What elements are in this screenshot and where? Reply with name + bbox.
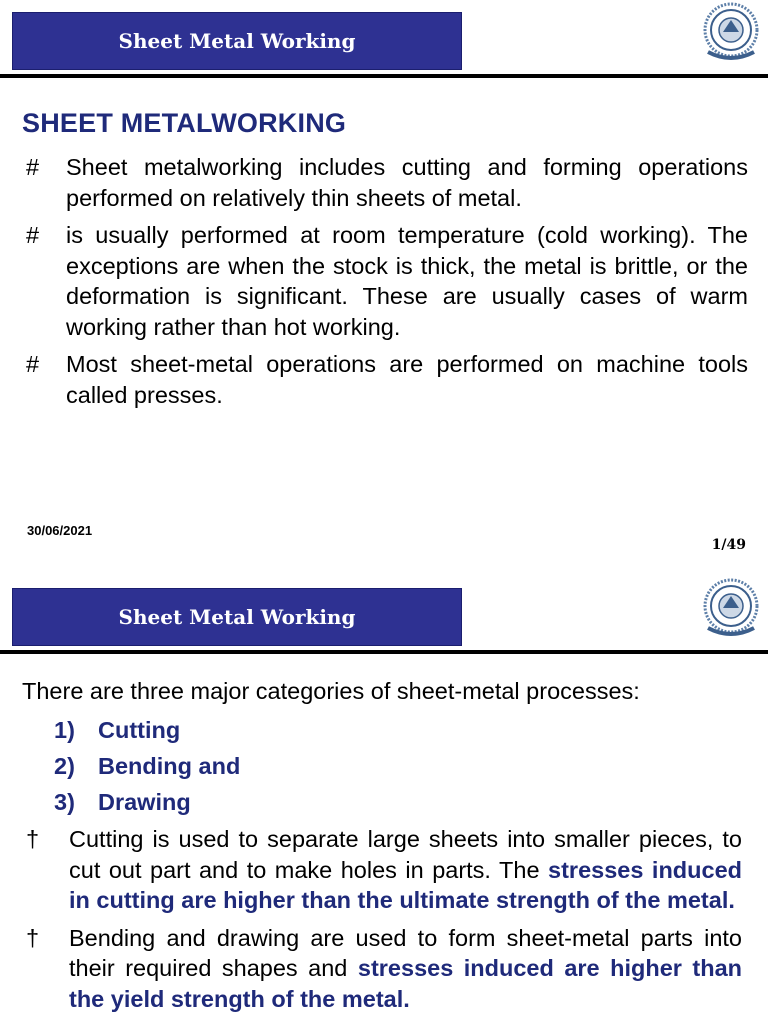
bullet-text: Sheet metalworking includes cutting and forming operations performed on relatively thin sheets of metal. [66,154,748,211]
dagger-marker: † [26,826,40,852]
header-divider [0,650,768,654]
list-item [22,349,748,410]
bullet-text: is usually performed at room temperature (cold working). The exceptions are when the stock is thick, the metal is brittle, or the deformation is significant. These are usually cases of warm working rather than hot working. [66,222,748,340]
list-item [22,923,742,1015]
slide-header-title: Sheet Metal Working [12,12,462,70]
list-item [22,152,748,213]
point-text [69,824,742,916]
point-plain-text: Bending and drawing are used to form sheet-metal parts into their required shapes and [69,924,742,981]
intro-text: There are three major categories of sheet-metal processes: [22,678,640,704]
page-number: 1/49 [711,537,746,553]
list-number: 3) [54,789,75,815]
list-number: 1) [54,717,75,743]
list-item [54,712,240,748]
point-text [69,923,742,1015]
dagger-marker: † [26,924,40,951]
header-divider [0,74,768,78]
bullet-text: Most sheet-metal operations are performed on machine tools called presses. [66,351,748,408]
slide-heading: SHEET METALWORKING [22,108,347,138]
bullet-marker: # [26,222,40,248]
institute-emblem-icon [702,2,760,64]
bullet-marker: # [26,154,40,180]
list-item [54,748,240,784]
slide-date: 30/06/2021 [27,523,93,538]
list-number: 2) [54,753,75,779]
list-item [22,220,748,342]
bullet-list [22,152,748,417]
category-label: Cutting [98,717,181,743]
point-list [22,824,742,1021]
list-item [54,784,240,820]
point-emphasis: stresses induced are higher than the yield strength of the metal. [69,955,743,1012]
institute-emblem-icon [702,578,760,640]
list-item [22,824,742,916]
point-plain-text: Cutting is used to separate large sheets into smaller pieces, to cut out part and to make holes in parts. The [69,826,742,883]
point-emphasis: stresses induced in cutting are higher than the ultimate strength of the metal. [69,856,742,913]
category-label: Bending and [98,753,241,779]
category-list [54,712,240,820]
category-label: Drawing [98,789,191,815]
slide-header-title: Sheet Metal Working [12,588,462,646]
bullet-marker: # [26,351,40,377]
